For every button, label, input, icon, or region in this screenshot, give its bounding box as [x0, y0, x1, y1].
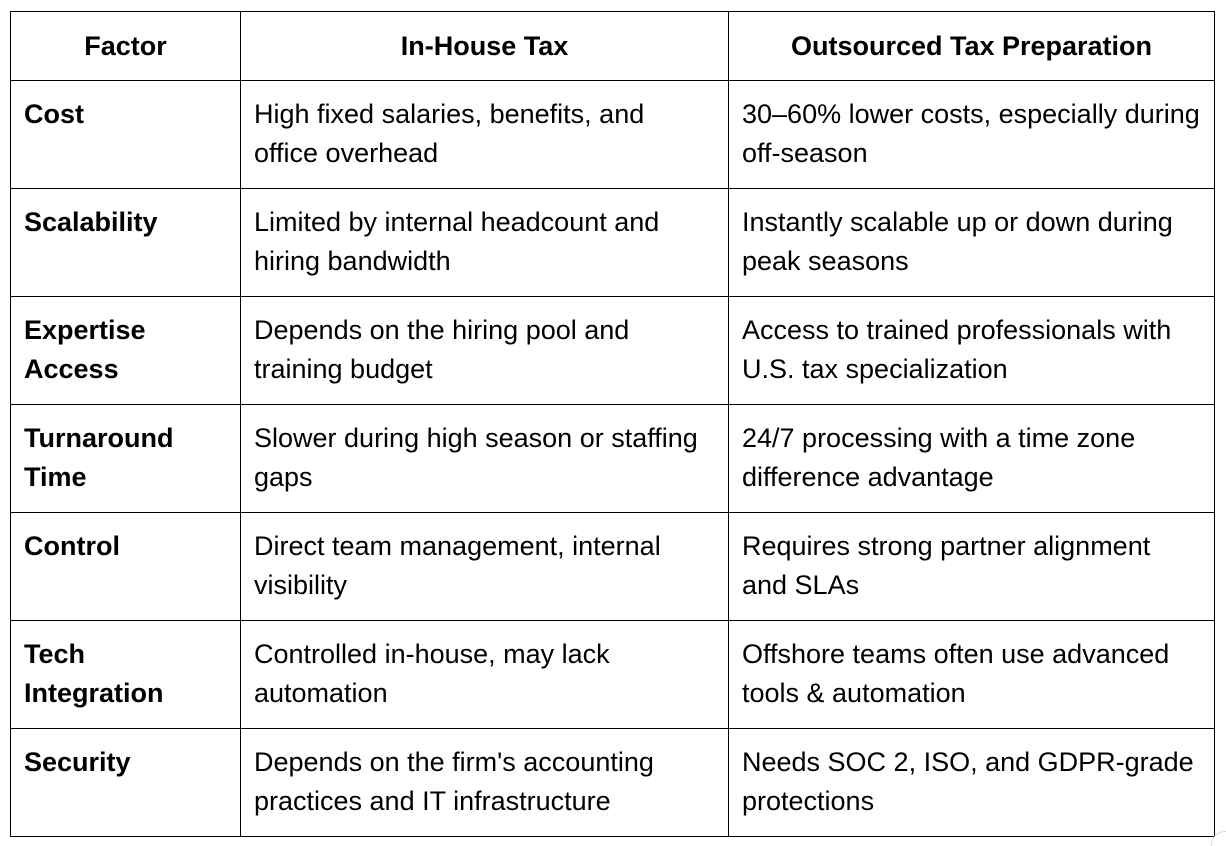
- factor-cell: Cost: [11, 81, 241, 189]
- in-house-cell: Direct team management, internal visibility: [241, 513, 729, 621]
- outsourced-cell: Access to trained professionals with U.S. tax specialization: [729, 297, 1215, 405]
- table-row-scalability: [11, 189, 1215, 297]
- factor-cell: Control: [11, 513, 241, 621]
- outsourced-cell: Needs SOC 2, ISO, and GDPR-grade protections: [729, 729, 1215, 837]
- in-house-cell: Depends on the firm's accounting practices and IT infrastructure: [241, 729, 729, 837]
- in-house-cell: Controlled in-house, may lack automation: [241, 621, 729, 729]
- factor-cell: Tech Integration: [11, 621, 241, 729]
- table-row-control: [11, 513, 1215, 621]
- in-house-cell: High fixed salaries, benefits, and office overhead: [241, 81, 729, 189]
- in-house-cell: Depends on the hiring pool and training budget: [241, 297, 729, 405]
- outsourced-cell: Instantly scalable up or down during peak seasons: [729, 189, 1215, 297]
- factor-cell: Expertise Access: [11, 297, 241, 405]
- header-in-house-tax: In-House Tax: [241, 12, 729, 81]
- factor-cell: Turnaround Time: [11, 405, 241, 513]
- table-row-expertise-access: [11, 297, 1215, 405]
- table-row-tech-integration: [11, 621, 1215, 729]
- header-row: [11, 12, 1215, 81]
- table-row-cost: [11, 81, 1215, 189]
- in-house-cell: Slower during high season or staffing gaps: [241, 405, 729, 513]
- header-outsourced-tax-preparation: Outsourced Tax Preparation: [729, 12, 1215, 81]
- in-house-cell: Limited by internal headcount and hiring bandwidth: [241, 189, 729, 297]
- header-factor: Factor: [11, 12, 241, 81]
- table-row-turnaround-time: [11, 405, 1215, 513]
- outsourced-cell: Requires strong partner alignment and SLAs: [729, 513, 1215, 621]
- outsourced-cell: 30–60% lower costs, especially during off-season: [729, 81, 1215, 189]
- factor-cell: Security: [11, 729, 241, 837]
- outsourced-cell: Offshore teams often use advanced tools & automation: [729, 621, 1215, 729]
- comparison-table: [10, 11, 1215, 837]
- outsourced-cell: 24/7 processing with a time zone difference advantage: [729, 405, 1215, 513]
- table-row-security: [11, 729, 1215, 837]
- factor-cell: Scalability: [11, 189, 241, 297]
